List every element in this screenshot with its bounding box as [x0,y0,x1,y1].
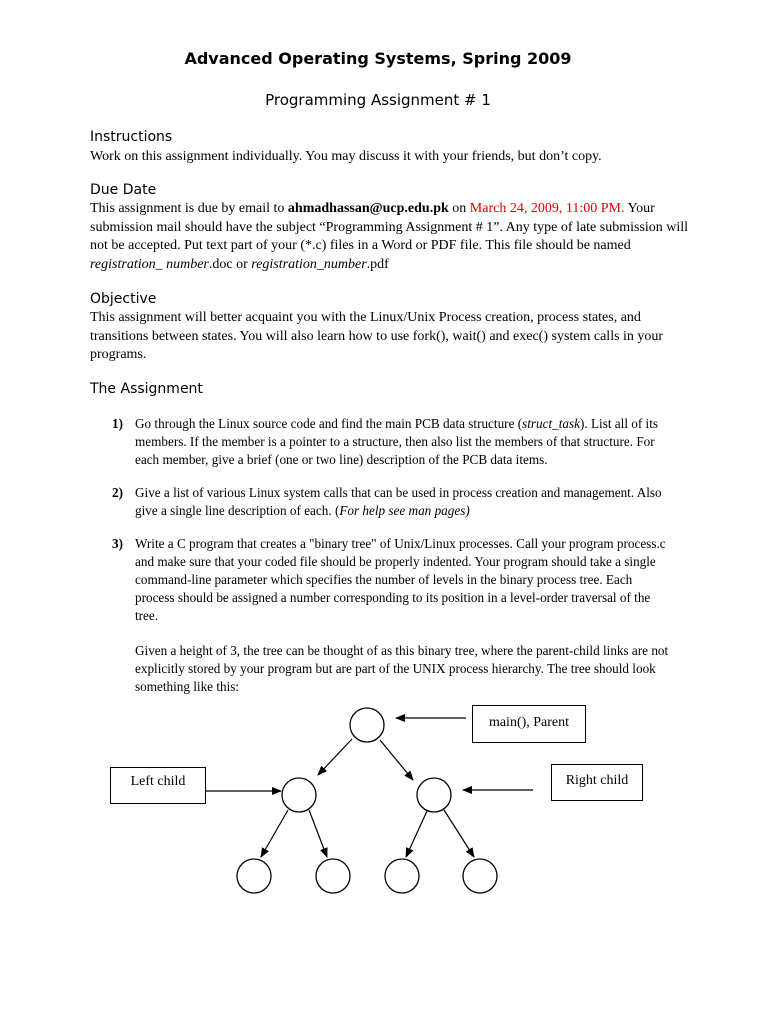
due-on: on [448,201,470,216]
due-filename-2-ext: .pdf [366,256,389,272]
due-subject-text: Your submission mail should have the subject “Programming Assignment # 1”. Any type of late submission will not be accepted. Put text part of your (*.c) files in a Word or PDF file. This file should be named [90,201,689,253]
tree-node-leaf-1 [237,859,271,893]
item-1-text-rest: ). List all of its members. If the member is a pointer to a structure, then also list the members of that structure. For each member, give a brief (one or two line) description of the PCB data items. [135,416,659,467]
item-number: 1) [112,416,123,431]
left-child-label-box: Left child [110,767,206,804]
due-date-heading: Due Date [90,182,157,198]
due-filename-2: registration_number [251,256,367,272]
tree-node-leaf-3 [385,859,419,893]
due-filename-1: registration_ number [90,256,209,272]
item-number: 2) [112,485,123,500]
tree-edge-right-leaf-4 [444,810,474,857]
item-3-text-2: Given a height of 3, the tree can be thought of as this binary tree, where the parent-child links are not explicitly stored by your program but are part of the UNIX process hierarchy. The tree should look something like this: [135,643,669,694]
tree-edge-root-left [318,739,352,775]
instructions-heading: Instructions [90,129,173,145]
document-subtitle: Programming Assignment # 1 [265,91,491,109]
tree-edge-left-leaf-2 [309,810,327,857]
item-3-text: Write a C program that creates a "binary tree" of Unix/Linux processes. Call your program process.c and make sure that your coded file should be properly indented. Your program should take a single command-line parameter which specifies the number of levels in the binary process tree. Each process should be assigned a number corresponding to its position in a level-order traversal of the tree. [135,536,666,623]
tree-node-leaf-2 [316,859,350,893]
due-filename-1-ext: .doc or [208,256,252,272]
parent-label-box: main(), Parent [472,705,586,743]
right-child-label-box: Right child [551,764,643,801]
objective-heading: Objective [90,291,157,307]
tree-node-root [350,708,384,742]
due-date-lead: This assignment is due by email to [90,201,288,216]
tree-edge-root-right [380,740,413,780]
tree-node-right [417,778,451,812]
tree-edge-right-leaf-3 [406,811,427,857]
tree-node-left [282,778,316,812]
item-2-text: Give a list of various Linux system calls that can be used in process creation and management. Also give a single line description of each. ( [135,485,662,518]
tree-edge-left-leaf-1 [261,810,288,857]
tree-node-leaf-4 [463,859,497,893]
instructions-text: Work on this assignment individually. You may discuss it with your friends, but don’t copy. [90,149,602,164]
item-1-italic: struct_task [522,416,580,431]
due-deadline: March 24, 2009, 11:00 PM. [469,201,625,216]
objective-text: This assignment will better acquaint you with the Linux/Unix Process creation, process states, and transitions between states. You will also learn how to use fork(), wait() and exec() system calls in your programs. [90,310,664,362]
item-number: 3) [112,536,123,551]
document-title: Advanced Operating Systems, Spring 2009 [184,49,572,68]
due-email: ahmadhassan@ucp.edu.pk [287,201,449,216]
item-2-italic: For help see man pages) [339,503,470,518]
assignment-heading: The Assignment [90,381,203,397]
item-1-text: Go through the Linux source code and find the main PCB data structure ( [135,416,523,431]
